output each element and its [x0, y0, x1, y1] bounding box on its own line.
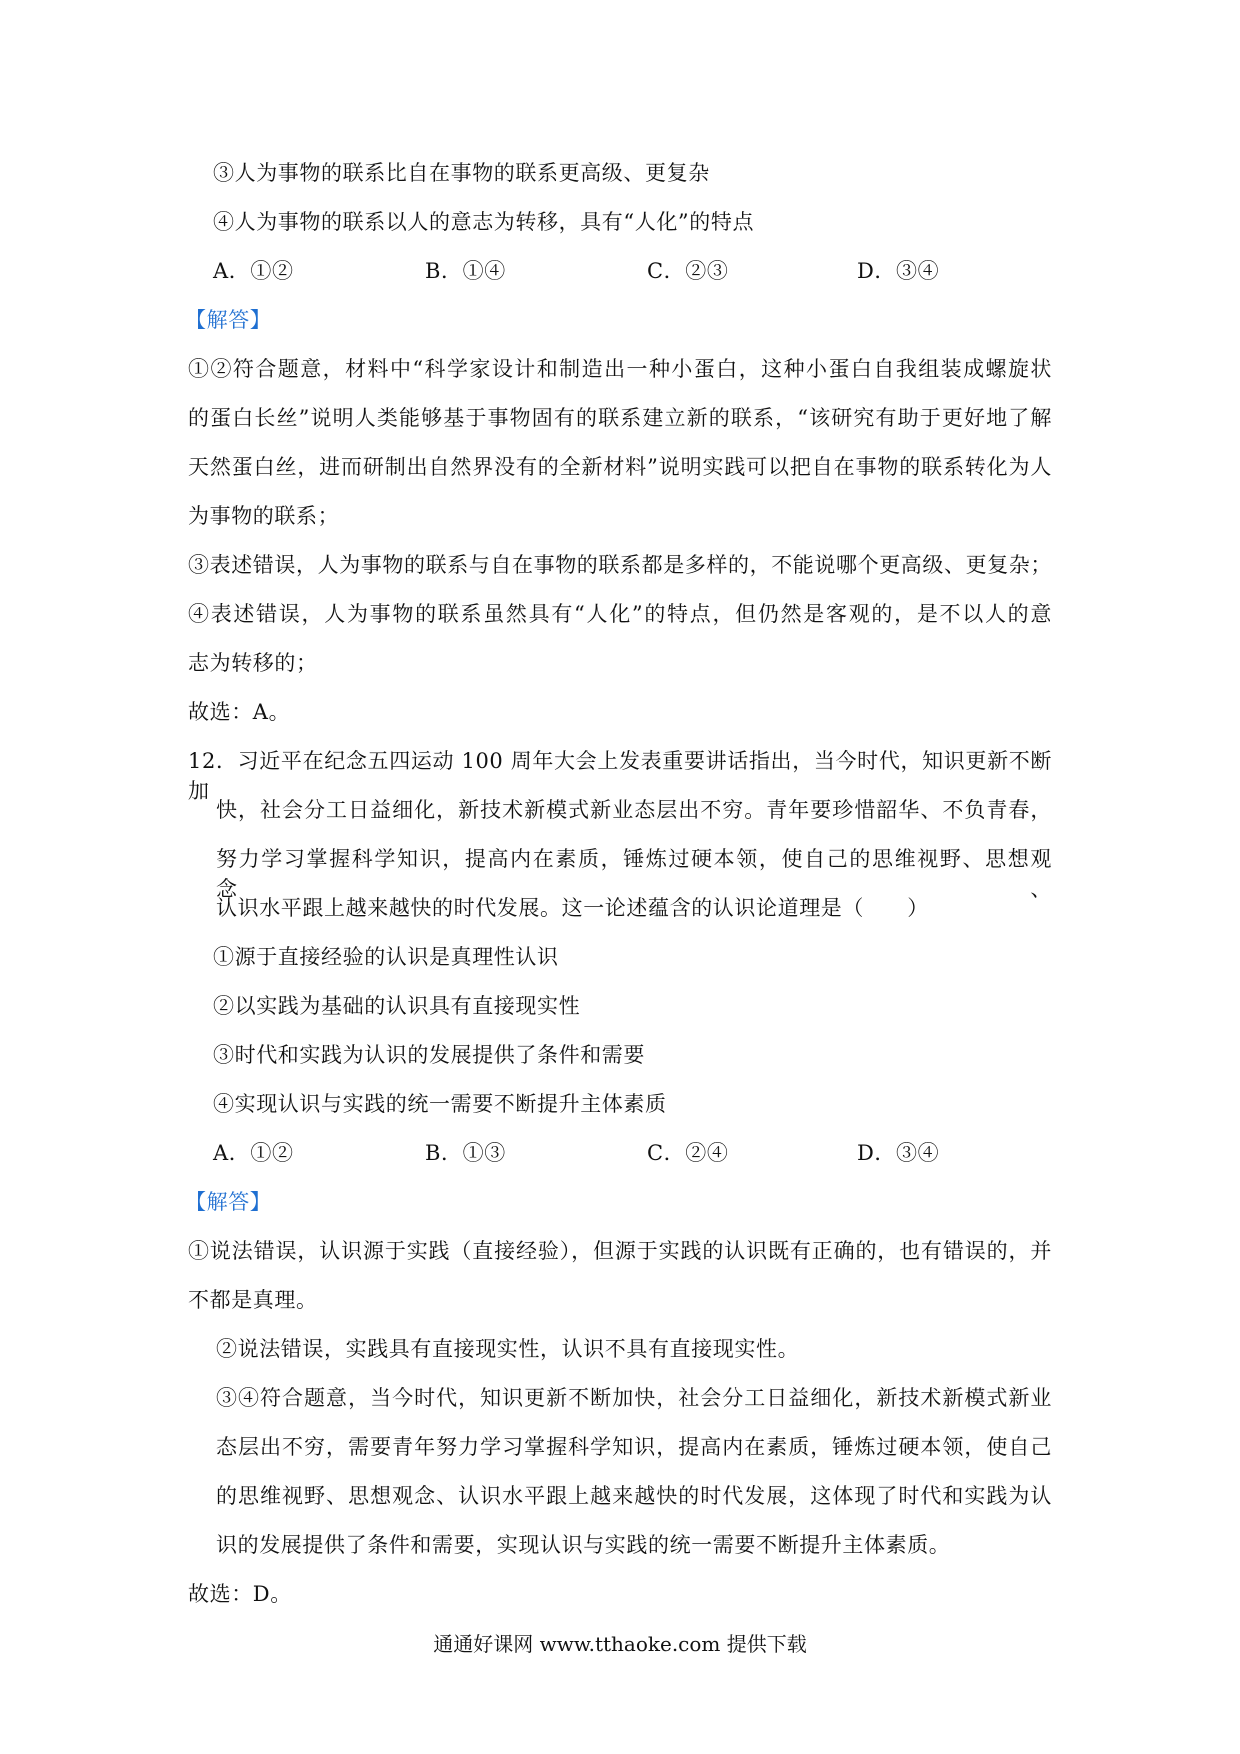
q11-choice-a: A．①②	[213, 259, 294, 283]
q12-choice-a: A．①②	[213, 1141, 294, 1165]
q12-choice-b: B．①③	[425, 1141, 506, 1165]
answer-12-line: 不都是真理。	[188, 1288, 318, 1312]
answer-11-conclusion: 故选：A。	[188, 700, 291, 724]
answer-12-line: 的思维视野、思想观念、认识水平跟上越来越快的时代发展，这体现了时代和实践为认	[216, 1484, 1052, 1508]
q12-option-2: ②以实践为基础的认识具有直接现实性	[213, 994, 581, 1018]
q11-choice-c: C．②③	[647, 259, 729, 283]
answer-12-line: ③④符合题意，当今时代，知识更新不断加快，社会分工日益细化，新技术新模式新业	[216, 1386, 1052, 1410]
answer-12-line: ①说法错误，认识源于实践（直接经验），但源于实践的认识既有正确的，也有错误的，并	[188, 1239, 1052, 1263]
answer-11-line: 的蛋白长丝”说明人类能够基于事物固有的联系建立新的联系，“该研究有助于更好地了解	[188, 406, 1052, 430]
q11-option-3: ③人为事物的联系比自在事物的联系更高级、更复杂	[213, 161, 710, 185]
q12-choices	[213, 1138, 973, 1168]
answer-11-line: 志为转移的；	[188, 651, 318, 675]
question-12-stem-line: 12．习近平在纪念五四运动 100 周年大会上发表重要讲话指出，当今时代，知识更新不断加	[188, 749, 1052, 803]
answer-12-line: 态层出不穷，需要青年努力学习掌握科学知识，提高内在素质，锤炼过硬本领，使自己	[216, 1435, 1052, 1459]
question-12-stem-line: 努力学习掌握科学知识，提高内在素质，锤炼过硬本领，使自己的思维视野、思想观念、	[216, 847, 1052, 901]
answer-11-line: 为事物的联系；	[188, 504, 340, 528]
q11-choice-b: B．①④	[425, 259, 506, 283]
answer-11-heading: 【解答】	[185, 308, 272, 332]
q12-option-4: ④实现认识与实践的统一需要不断提升主体素质	[213, 1092, 667, 1116]
answer-12-line: 识的发展提供了条件和需要，实现认识与实践的统一需要不断提升主体素质。	[216, 1533, 951, 1557]
answer-11-line: ①②符合题意，材料中“科学家设计和制造出一种小蛋白，这种小蛋白自我组装成螺旋状	[188, 357, 1052, 381]
q11-option-4: ④人为事物的联系以人的意志为转移，具有“人化”的特点	[213, 210, 755, 234]
answer-11-line: 天然蛋白丝，进而研制出自然界没有的全新材料”说明实践可以把自在事物的联系转化为人	[188, 455, 1052, 479]
page-footer: 通通好课网 www.tthaoke.com 提供下载	[433, 1632, 807, 1656]
answer-11-line: ④表述错误，人为事物的联系虽然具有“人化”的特点，但仍然是客观的，是不以人的意	[188, 602, 1052, 626]
question-12-stem-line: 快，社会分工日益细化，新技术新模式新业态层出不穷。青年要珍惜韶华、不负青春，	[216, 798, 1052, 822]
question-12-stem-line: 认识水平跟上越来越快的时代发展。这一论述蕴含的认识论道理是（ ）	[216, 896, 929, 920]
q12-option-1: ①源于直接经验的认识是真理性认识	[213, 945, 559, 969]
q11-choices	[213, 256, 973, 286]
q12-option-3: ③时代和实践为认识的发展提供了条件和需要	[213, 1043, 645, 1067]
q12-choice-c: C．②④	[647, 1141, 729, 1165]
answer-12-heading: 【解答】	[185, 1190, 272, 1214]
answer-12-line: ②说法错误，实践具有直接现实性，认识不具有直接现实性。	[216, 1337, 800, 1361]
answer-12-conclusion: 故选：D。	[188, 1582, 292, 1606]
q12-choice-d: D．③④	[857, 1141, 940, 1165]
q11-choice-d: D．③④	[857, 259, 940, 283]
answer-11-line: ③表述错误，人为事物的联系与自在事物的联系都是多样的，不能说哪个更高级、更复杂；	[188, 553, 1052, 577]
